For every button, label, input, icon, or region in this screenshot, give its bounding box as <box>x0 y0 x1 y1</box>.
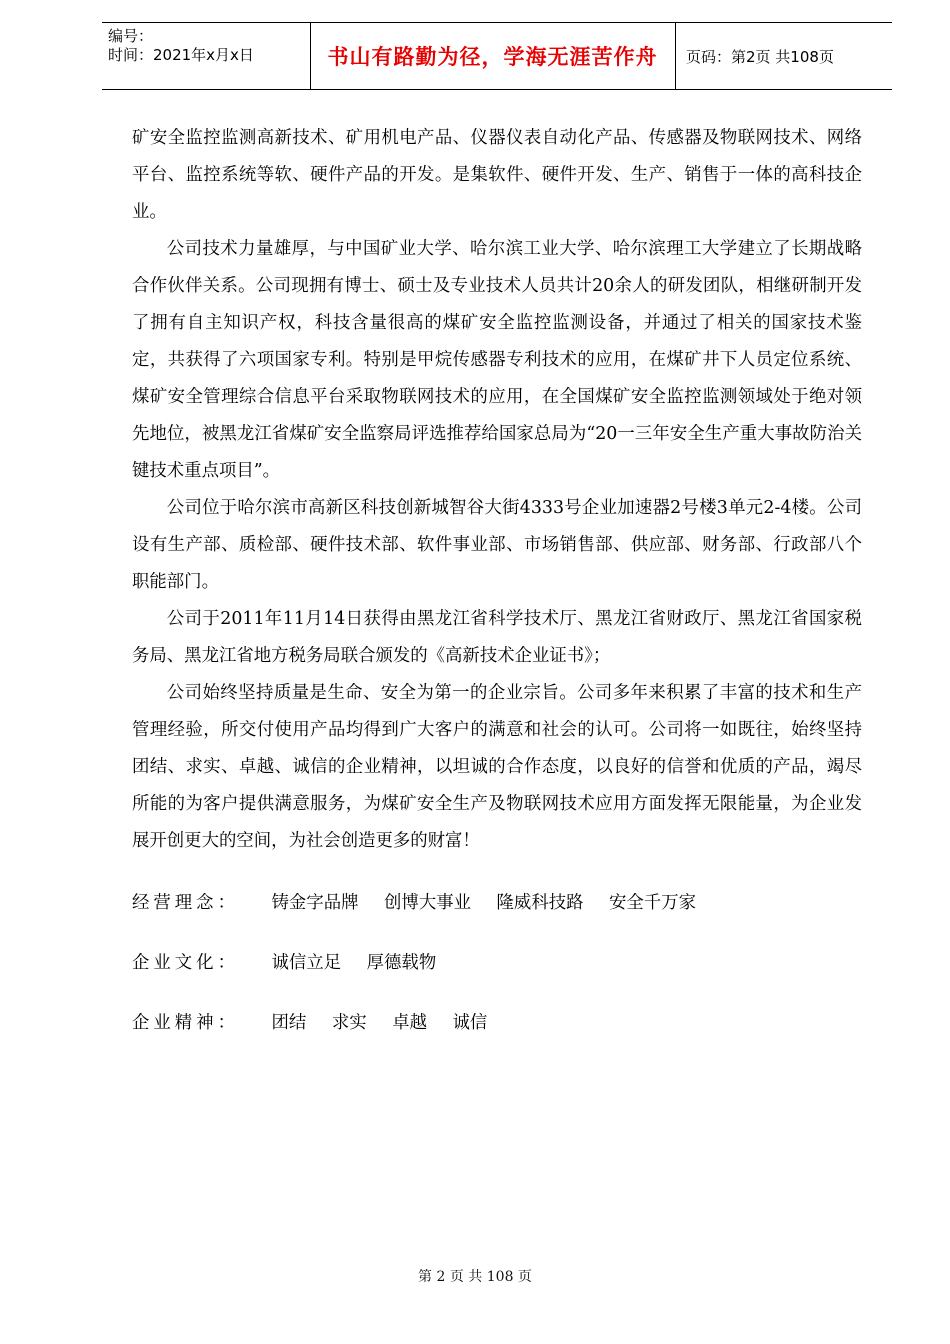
spirit-item: 诚信 <box>452 1013 488 1033</box>
document-time: 时间：2021年x月x日 <box>108 46 254 64</box>
philosophy-item: 铸金字品牌 <box>271 893 359 913</box>
document-number-label: 编号： <box>108 27 154 45</box>
paragraph: 矿安全监控监测高新技术、矿用机电产品、仪器仪表自动化产品、传感器及物联网技术、网络平台、监控系统等软、硬件产品的开发。是集软件、硬件开发、生产、销售于一体的高科技企业。 <box>132 128 862 222</box>
philosophy-item: 安全千万家 <box>609 893 696 913</box>
header-motto: 书山有路勤为径，学海无涯苦作舟 <box>327 45 658 69</box>
spirit-item: 求实 <box>331 1013 367 1033</box>
business-philosophy <box>132 888 716 913</box>
corporate-culture-values <box>272 953 457 973</box>
page-footer: 第 2 页 共 108 页 <box>418 1269 532 1285</box>
corporate-spirit-values <box>272 1013 508 1033</box>
page-header <box>102 22 892 90</box>
paragraph: 公司位于哈尔滨市高新区科技创新城智谷大街4333号企业加速器2号楼3单元2-4楼。公司设有生产部、质检部、硬件技术部、软件事业部、市场销售部、供应部、财务部、行政部八个职能部门。 <box>132 498 862 592</box>
spirit-item: 团结 <box>271 1013 307 1033</box>
paragraph: 公司始终坚持质量是生命、安全为第一的企业宗旨。公司多年来积累了丰富的技术和生产管理经验，所交付使用产品均得到广大客户的满意和社会的认可。公司将一如既往，始终坚持团结、求实、卓越、诚信的企业精神，以坦诚的合作态度，以良好的信誉和优质的产品，竭尽所能的为客户提供满意服务，为煤矿安全生产及物联网技术应用方面发挥无限能量，为企业发展开创更大的空间，为社会创造更多的财富！ <box>132 683 862 851</box>
philosophy-item: 隆威科技路 <box>496 893 584 913</box>
header-meta <box>108 27 254 65</box>
paragraph: 公司于2011年11月14日获得由黑龙江省科学技术厅、黑龙江省财政厅、黑龙江省国家税务局、黑龙江省地方税务局联合颁发的《高新技术企业证书》； <box>132 609 862 666</box>
corporate-culture <box>132 948 456 973</box>
business-philosophy-label: 经营理念： <box>132 893 239 913</box>
corporate-culture-label: 企业文化： <box>132 953 239 973</box>
culture-item: 诚信立足 <box>271 953 342 973</box>
spirit-item: 卓越 <box>392 1013 427 1033</box>
corporate-spirit-label: 企业精神： <box>132 1013 239 1033</box>
header-page-info: 页码：第2页 共108页 <box>686 47 834 66</box>
culture-item: 厚德载物 <box>366 953 437 973</box>
header-divider <box>675 23 676 89</box>
business-philosophy-values <box>272 893 716 913</box>
document-body <box>132 120 862 860</box>
paragraph: 公司技术力量雄厚，与中国矿业大学、哈尔滨工业大学、哈尔滨理工大学建立了长期战略合作伙伴关系。公司现拥有博士、硕士及专业技术人员共计20余人的研发团队，相继研制开发了拥有自主知识产权，科技含量很高的煤矿安全监控监测设备，并通过了相关的国家技术鉴定，共获得了六项国家专利。特别是甲烷传感器专利技术的应用，在煤矿井下人员定位系统、煤矿安全管理综合信息平台采取物联网技术的应用，在全国煤矿安全监控监测领域处于绝对领先地位，被黑龙江省煤矿安全监察局评选推荐给国家总局为“20一三年安全生产重大事故防治关键技术重点项目”。 <box>132 239 862 481</box>
philosophy-item: 创博大事业 <box>384 893 471 913</box>
corporate-spirit <box>132 1008 507 1033</box>
